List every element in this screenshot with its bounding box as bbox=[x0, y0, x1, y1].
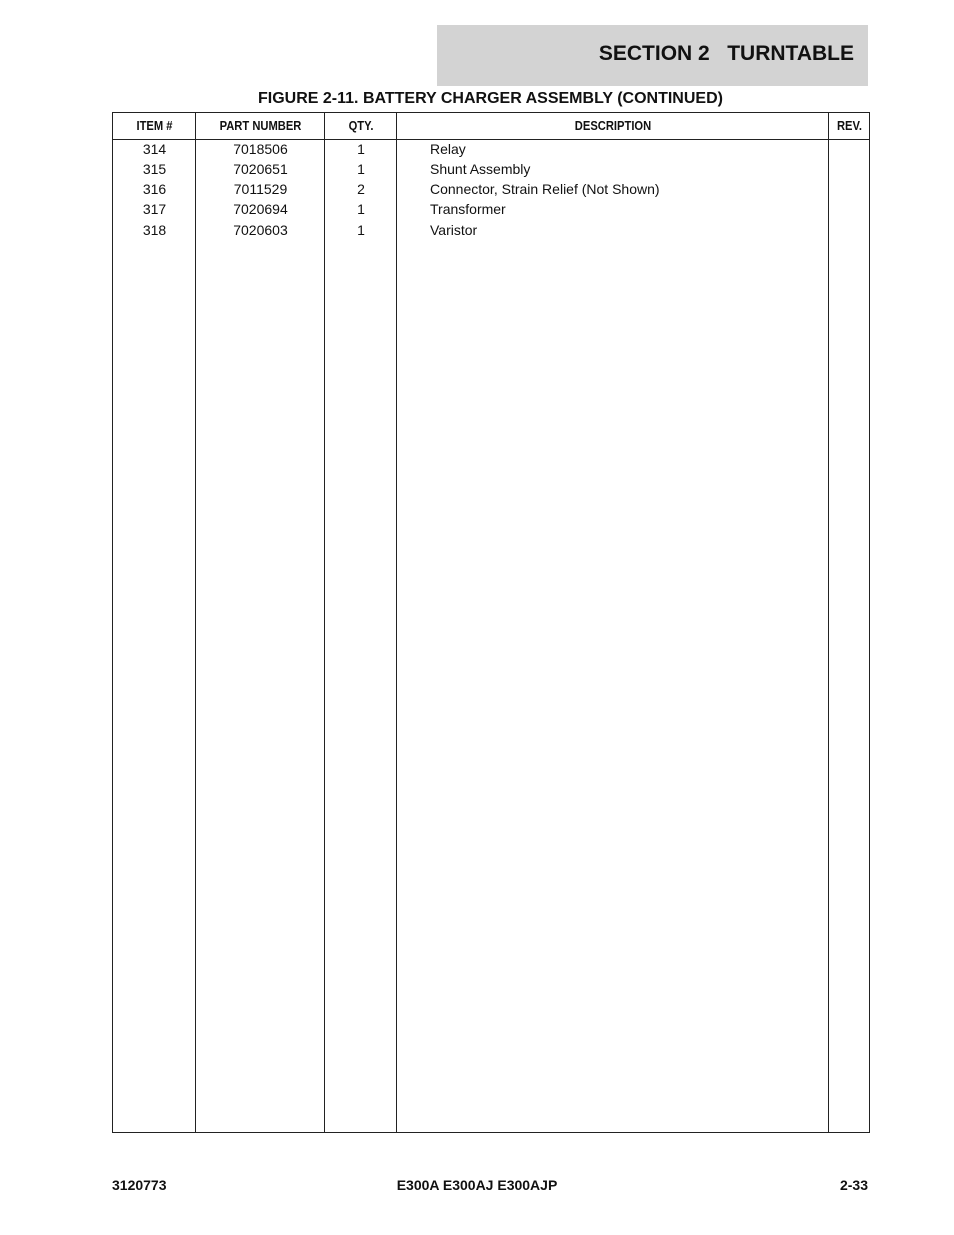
description: Connector, Strain Relief (Not Shown) bbox=[430, 181, 660, 197]
table-row bbox=[113, 222, 869, 242]
footer-doc-number: 3120773 bbox=[112, 1177, 167, 1193]
part-number: 7020651 bbox=[233, 161, 288, 177]
header-qty: QTY. bbox=[348, 118, 374, 133]
item-number: 317 bbox=[142, 201, 167, 217]
footer-page-number: 2-33 bbox=[839, 1177, 868, 1193]
column-divider bbox=[324, 113, 325, 1132]
quantity: 1 bbox=[357, 222, 365, 238]
column-divider bbox=[396, 113, 397, 1132]
header-description: DESCRIPTION bbox=[574, 118, 652, 133]
header-divider bbox=[113, 139, 869, 140]
table-row bbox=[113, 201, 869, 221]
column-divider bbox=[195, 113, 196, 1132]
table-row bbox=[113, 141, 869, 161]
figure-title: FIGURE 2-11. BATTERY CHARGER ASSEMBLY (CONTINUED) bbox=[258, 90, 723, 107]
item-number: 318 bbox=[142, 222, 167, 238]
parts-table bbox=[112, 112, 870, 1133]
header-item: ITEM # bbox=[136, 118, 173, 133]
quantity: 2 bbox=[357, 181, 365, 197]
part-number: 7020603 bbox=[233, 222, 288, 238]
section-header-band bbox=[437, 25, 868, 86]
part-number: 7020694 bbox=[233, 201, 288, 217]
quantity: 1 bbox=[357, 201, 365, 217]
description: Transformer bbox=[430, 201, 506, 217]
quantity: 1 bbox=[357, 141, 365, 157]
description: Varistor bbox=[430, 222, 478, 238]
part-number: 7018506 bbox=[233, 141, 288, 157]
table-row bbox=[113, 161, 869, 181]
item-number: 316 bbox=[142, 181, 167, 197]
quantity: 1 bbox=[357, 161, 365, 177]
footer-models: E300A E300AJ E300AJP bbox=[396, 1177, 558, 1193]
header-rev: REV. bbox=[836, 118, 863, 133]
table-row bbox=[113, 181, 869, 201]
description: Shunt Assembly bbox=[430, 161, 531, 177]
item-number: 315 bbox=[142, 161, 167, 177]
header-part-number: PART NUMBER bbox=[219, 118, 302, 133]
part-number: 7011529 bbox=[233, 181, 288, 197]
item-number: 314 bbox=[142, 141, 167, 157]
column-divider bbox=[828, 113, 829, 1132]
section-title: SECTION 2 TURNTABLE bbox=[598, 42, 854, 65]
description: Relay bbox=[430, 141, 466, 157]
